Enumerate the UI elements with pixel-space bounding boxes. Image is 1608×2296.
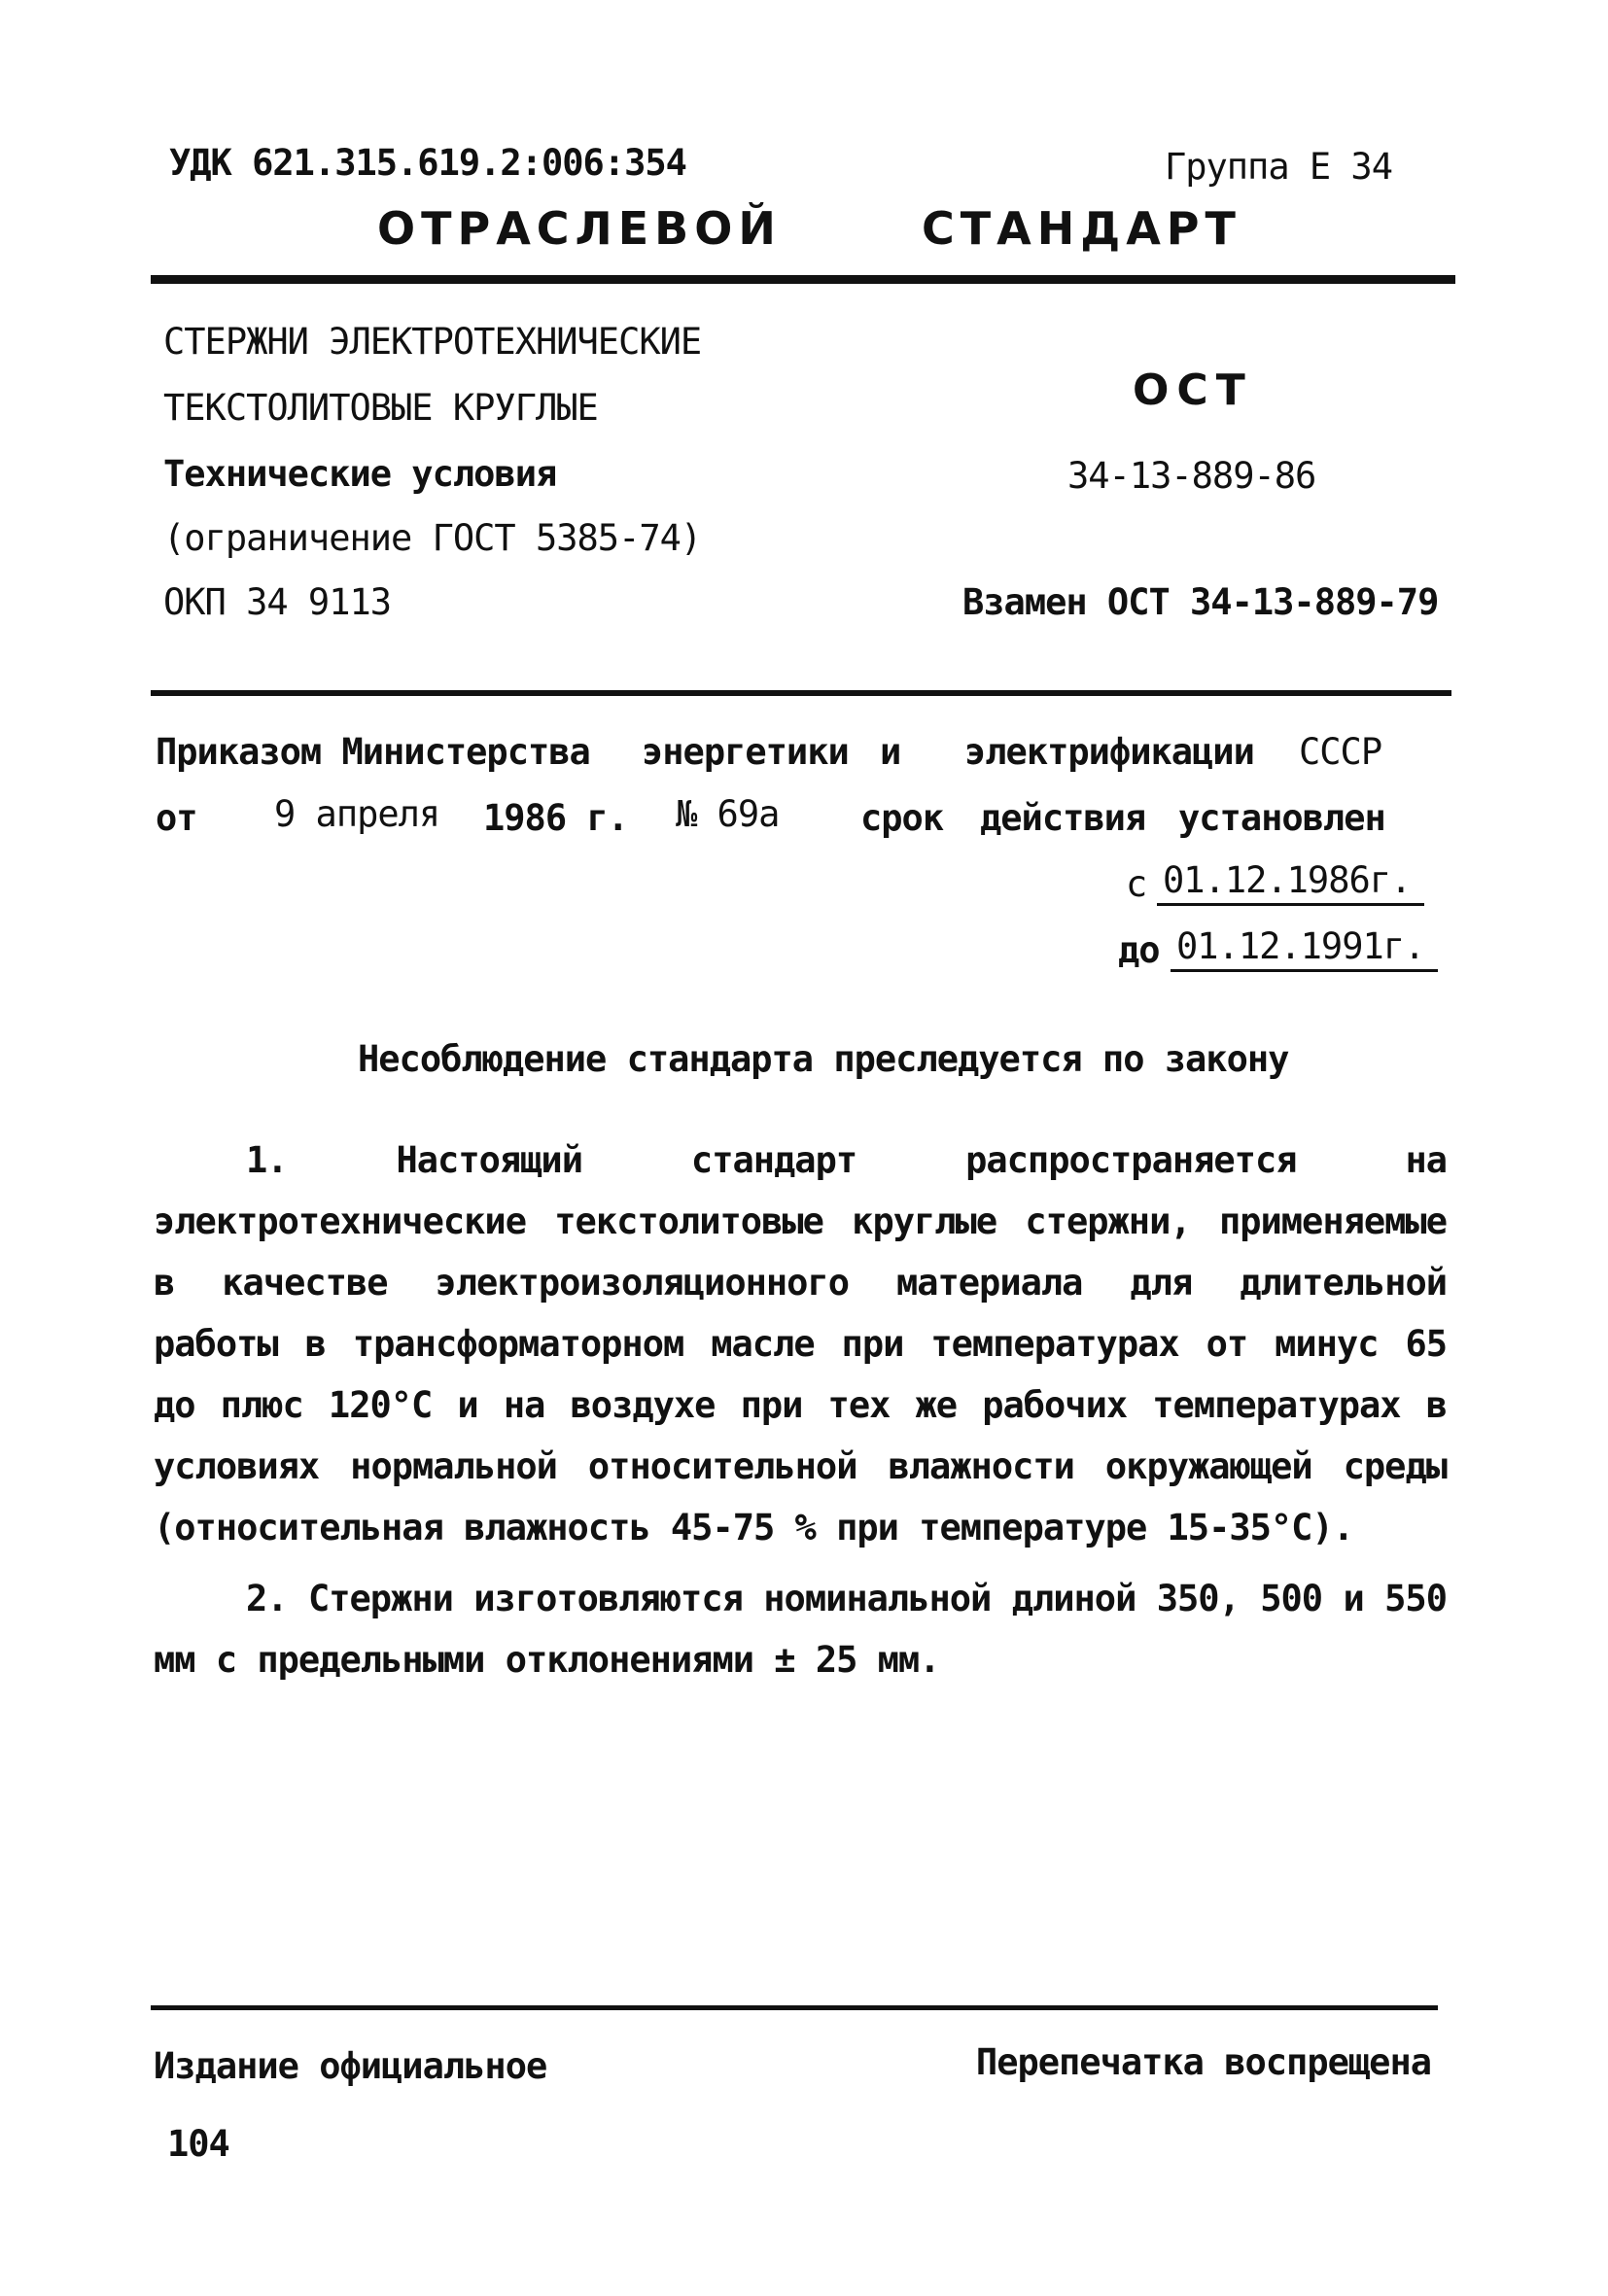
order-date: 9 апреля <box>274 793 440 835</box>
order-line1-part2: энергетики <box>642 731 849 773</box>
footer-rule <box>151 2005 1438 2010</box>
order-number: № 69а <box>676 793 780 835</box>
order-line2-term: срок <box>860 797 944 839</box>
order-line2-set: установлен <box>1178 797 1385 839</box>
header-rule <box>151 275 1455 284</box>
order-line1-part1: Приказом Министерства <box>156 731 590 773</box>
title-standard: СТАНДАРТ <box>922 202 1241 255</box>
order-line2-from: от <box>156 797 197 839</box>
ost-number: 34-13-889-86 <box>1067 455 1316 497</box>
title-industry: ОТРАСЛЕВОЙ <box>377 202 782 255</box>
body-text <box>154 1130 1447 1690</box>
paragraph-2: 2. Стержни изготовляются номинальной длиной 350, 500 и 550 мм с предельными отклонениями ± 25 мм. <box>154 1578 1447 1681</box>
legal-warning: Несоблюдение стандарта преследуется по закону <box>358 1038 1289 1080</box>
edition-note: Издание официальное <box>154 2045 547 2087</box>
page-number: 104 <box>167 2123 229 2165</box>
reprint-note: Перепечатка воспрещена <box>975 2041 1431 2083</box>
product-name-line1: СТЕРЖНИ ЭЛЕКТРОТЕХНИЧЕСКИЕ <box>163 321 702 363</box>
order-line1-part3: и <box>880 731 901 773</box>
valid-from-date: 01.12.1986г. <box>1157 859 1424 906</box>
udk-code: УДК 621.315.619.2:006:354 <box>169 142 686 184</box>
order-line1-part4: электрификации <box>964 731 1254 773</box>
order-line2-validity: действия <box>980 797 1146 839</box>
product-name-line2: ТЕКСТОЛИТОВЫЕ КРУГЛЫЕ <box>163 387 598 429</box>
okp-code: ОКП 34 9113 <box>163 581 392 623</box>
valid-from-prefix: с <box>1126 863 1147 905</box>
group-code: Группа Е 34 <box>1164 146 1392 188</box>
order-year: 1986 г. <box>483 797 628 839</box>
valid-to-date: 01.12.1991г. <box>1171 925 1438 972</box>
valid-to-prefix: до <box>1118 929 1160 971</box>
ost-label: ОСТ <box>1133 365 1253 415</box>
restriction-note: (ограничение ГОСТ 5385-74) <box>163 517 702 559</box>
paragraph-1: 1. Настоящий стандарт распространяется на электротехнические текстолитовые круглые стержни, применяемые в качестве электроизоляционного материала для длительной работы в трансформаторном масле при температурах от минус 65 до плюс 120°С и на воздухе при тех же рабочих температурах в условиях нормальной относительной влажности окружающей среды (относительная влажность 45-75 % при температуре 15-35°С). <box>154 1139 1447 1548</box>
info-rule <box>151 690 1451 696</box>
replaces-note: Взамен ОСТ 34-13-889-79 <box>962 581 1439 623</box>
order-line1-part5: СССР <box>1299 731 1382 773</box>
document-type: Технические условия <box>163 453 557 495</box>
